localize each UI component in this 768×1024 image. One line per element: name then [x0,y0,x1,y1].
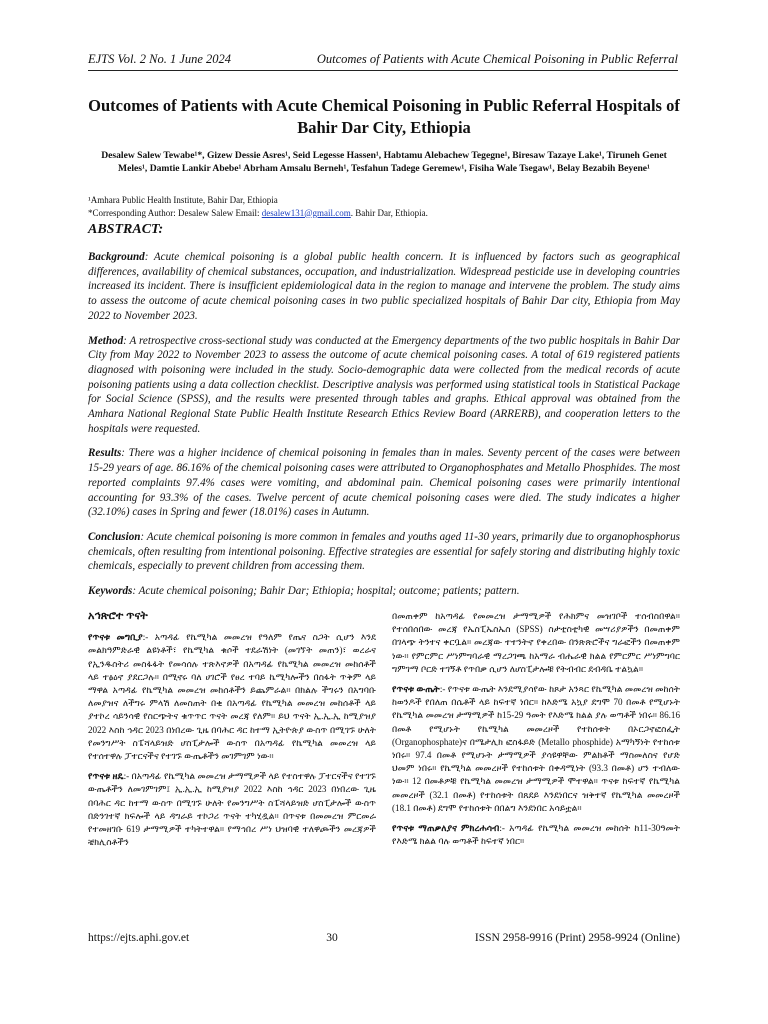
amharic-conclusion-label: የጥናቱ ማጠቃለያና ምክረሐሳብ [392,823,500,834]
page-number: 30 [326,932,338,944]
amharic-method-continued: በመጠቀም ከአጣዳፊ የመመረዝ ታማሚዎች የሕክምና መዝገቦች ተሰብስበዋል። የተሰበሰበው መረጃ የኤስፒኤስኤስ (SPSS) ስታቲስቲካዊ መሣሪያዎችን በመጠቀም በገላጭ ትንተና ቀርቧል። መረጃው ተተንትኖ የቀረበው በንጽጽሮችና ግራፎችን በመጠቀም ነው። የምርምር ሥነምግባራዊ ማረጋገጫ ከአማራ ብሔራዊ ክልል የምርምር ሥነምግባር ግምገማ ቦርድ ተገኝቶ የጥበቃ ሲሆን ለሆስፒታሎቹ የትብብር ደብዳቤ ተልኳል። [392,611,680,674]
amharic-intro-text: :- አጣዳፊ የኬሚካል መመረዝ የዓለም የጤና ስጋት ሲሆን እንደ መልክዓምድራዊ ልዩነቶች፣ የኬሚካል ቁሶች ተደራሽነት (መገኘት መጠን)፣ ወረራና የኢንዱስትሪ መስፋፋት የመሳሰሉ ተጽእኖዎች በአጣዳፊ የኬሚካል መመረዝ መከሰቶች ላይ ተፅዕኖ ያደርጋሉ። በሚኖሩ ባለ ሀገሮች የፀረ ተባይ ኬሚካሎችን በስፋት ጥቅም ላይ ማዋል አጣዳፊ የኬሚካል መመረዝ መከሰቶችን ይጨምራል። በክልሉ ችግሩን በአግባቡ ለመያዝና ለችግሩ ምላሽ ለመስጠት በቂ በአጣዳፊ የኬሚካል መመረዝ መከሰቶች ላይ ያተኮረ ሳይንሳዊ የስርጭትና ቁጥጥር ጥናት መረጃ የለም። ይህ ጥናት ኢ.ኢ.ኢ ከሚያዝያ 2022 እስከ ኅዳር 2023 በነበረው ጊዜ በባሕር ዳር ከተማ ኢትዮጵያ ውስጥ በሚገኙ ሁለት የመንግሥት ስፔሻላይዝድ ሆስፒታሎች ውስጥ በአጣዳፊ የኬሚካል መመረዝ ላይ የተሰተዋሉ ፓተርናችና የተገኙ ውጤቶችን መገምገም ነው። [88,632,376,762]
amharic-method-text: :- በአጣዳፊ የኬሚካል መመረዝ ታማሚዎች ላይ የተስተዋሉ ፓተርናችና የተገኙ ውጤቶችን ለመገምገም፤ ኢ.ኢ.ኢ ከሚያዝያ 2022 እስከ ኅዳር 2023 በነበረው ጊዜ በባሕር ዳር ከተማ ውስጥ በሚገኙ ሁለት የመንግሥት ስፔሻላይዝድ ሆስፒታሎች ውስጥ በድንገተኛ ክፍሎች ላይ ዳግራይ ተኮጋሪ ጥናት ተካሂዷል። በጥናቱ በመመረዝ ምርመራ የተመዘገቡ 619 ታማሚዎች ተካትተዋል። የማኅበረ ሥነ ህዝባዊ ተለዋጮችን መረጃዎች ቼክሊስቶችን [88,771,376,848]
abstract-body [88,250,680,609]
running-title: Outcomes of Patients with Acute Chemical Poisoning in Public Referral [316,52,678,66]
affiliations [88,194,680,219]
issn-line: ISSN 2958-9916 (Print) 2958-9924 (Online) [474,932,680,944]
amharic-conclusion [392,822,680,848]
method-label: Method [88,334,124,347]
conclusion-text: : Acute chemical poisoning is more common in females and youths aged 11-30 years, primarily due to organophosphorus chemicals, often resulting from intentional poisoning. Effective strategies are essential for safely storing and distributing highly toxic chemicals, especially to prevent children from accessing them. [88,530,680,573]
background-text: : Acute chemical poisoning is a global public health concern. It is influenced by factors such as geographical differences, availability of chemical substances, occupation, and industrialization. Widespread pesticide use in developing countries increased its incident. There is insufficient epidemiological data in the region to manage and intervene the problem. The study aims to assess the outcome of acute chemical poisoning cases in two public specialized hospitals of Bahir Dar city, Ethiopia from May 2022 to November 2023. [88,251,680,322]
amharic-method [88,770,376,849]
amharic-intro-label: የጥናቱ መግቢያ [88,632,143,643]
running-header [88,52,678,71]
affiliation-line: ¹Amhara Public Health Institute, Bahir Dar, Ethiopia [88,195,278,205]
amharic-abstract [88,610,680,952]
conclusion-label: Conclusion [88,530,141,543]
abstract-keywords [88,584,680,599]
corresponding-location: . Bahir Dar, Ethiopia. [350,207,428,218]
abstract-background [88,250,680,324]
amharic-heading: አኅጽሮተ ጥናት [88,610,148,622]
amharic-results-text: :- የጥናቱ ውጤት እንደሚያሳየው ከጾታ አንጻር የኬሚካል መመረዝ መከሰት ከወንዶች የበለጠ በሴቶች ላይ ከፍተኛ ነበር። ከእድሜ አኳያ ደግሞ 70 በመቶ የሚሆኑት የኬሚካል መመረዝ ታማሚዎች ከ15-29 ዓመት የእድሜ ክልል ያሉ ወጣቶች ነበሩ። 86.16 በመቶ የሚሆኑት የኬሚካል መመረዞች የተከሰቱት በኦርጋኖፎስፌት (Organophosphate)ና በሜታሊክ ፎስፋይድ (Metallo phosphide) አማካኝነት የተከሰቱ ነበሩ። 97.4 በመቶ የሚሆኑት ታማሚዎች ያሳዩዋቸው ምልክቶች ማስመለስና የሆድ ህመም ነበሩ። የኬሚካል መመረዞች የተከሰቱት በቀዳሚነት (93.3 በመቶ) ሆን ተብለው ነው። 12 በመቶዎቹ የኬሚካል መመረዝ ታማሚዎች ሞተዋል። ጥናቱ ከፍተኛ የኬሚካል መመረዞች (32.1 በመቶ) የተከሰቱት በጸደይ እንደነበርና ዝቅተኛ የኬሚካል መመረዞች (18.1 በመቶ) ደግሞ የተከሰቱት በበልግ እንደነበር አሳይቷል። [392,684,680,813]
abstract-heading: ABSTRACT: [88,222,164,237]
journal-url: https://ejts.aphi.gov.et [88,932,190,944]
amharic-method-label: የጥናቱ ዘዴ [88,771,124,782]
corresponding-author-label: *Corresponding Author: Desalew Salew Email: [88,207,260,218]
corresponding-author-line [88,207,680,220]
page-footer [88,932,680,944]
abstract-conclusion [88,530,680,574]
paper-title: Outcomes of Patients with Acute Chemical Poisoning in Public Referral Hospitals of Bahir Dar City, Ethiopia [88,96,680,137]
amharic-left-column [88,610,376,952]
method-text: : A retrospective cross-sectional study was conducted at the Emergency departments of the two public hospitals in Bahir Dar City from May 2022 to November 2023 to assess the outcome of acute chemical poisoning cases. A total of 619 registered patients diagnosed with poisoning were included in the study. Socio-demographic data were collected from the medical records of acute poisoning patients using a data collection checklist. Descriptive analysis was performed using statistical tools in Statistical Package for Social Science (SPSS), and the results were presented through tables and graphs. Ethical approval was obtained from the Amhara National Regional State Public Health Institute Research Ethics Review Board (ARRERB), and cooperation letters to the hospitals were requested. [88,334,680,435]
results-text: : There was a higher incidence of chemical poisoning in females than in males. Seventy percent of the cases were between 15-29 years of age. 86.16% of the chemical poisoning cases were attributed to Organophosphates and Metallo Phosphides. The most reported complaints 97.4% cases were vomiting, and abdominal pain. Chemical poisoning cases were primarily intentional accounting for 93.3% of the cases. Twelve percent of acute chemical poisoning cases were died. The study indicates a higher (32.10%) cases in Spring and fewer (18.01%) cases in Autumn. [88,447,680,519]
amharic-introduction [88,631,376,763]
amharic-results [392,683,680,815]
journal-issue: EJTS Vol. 2 No. 1 June 2024 [88,52,232,66]
keywords-text: : Acute chemical poisoning; Bahir Dar; Ethiopia; hospital; outcome; patients; pattern. [132,585,520,598]
background-label: Background [88,251,145,263]
author-email-link[interactable]: desalew131@gmail.com [261,207,351,218]
author-list: Desalew Salew Tewabe¹*, Gizew Dessie Asres¹, Seid Legesse Hassen¹, Habtamu Alebachew Tegegne¹, Biresaw Tazaye Lake¹, Tiruneh Genet Meles¹, Damtie Lankir Abebe¹ Abrham Amsalu Berneh¹, Tesfahun Tadege Geremew¹, Fisiha Wale Tsegaw¹, Belay Bezabih Beyene¹ [101,150,667,174]
results-label: Results [88,447,122,460]
abstract-method [88,334,680,437]
amharic-conclusion-text: :- አጣዳፊ የኬሚካል መመረዝ መከሰት ከ11-30ዓመት የእድሜ ክልል ባሉ ወጣቶች ከፍተኛ ነበር። [392,823,680,847]
abstract-results [88,446,680,520]
amharic-results-label: የጥናቱ ውጤት [392,684,440,695]
amharic-right-column [392,610,680,952]
keywords-label: Keywords [88,585,133,598]
